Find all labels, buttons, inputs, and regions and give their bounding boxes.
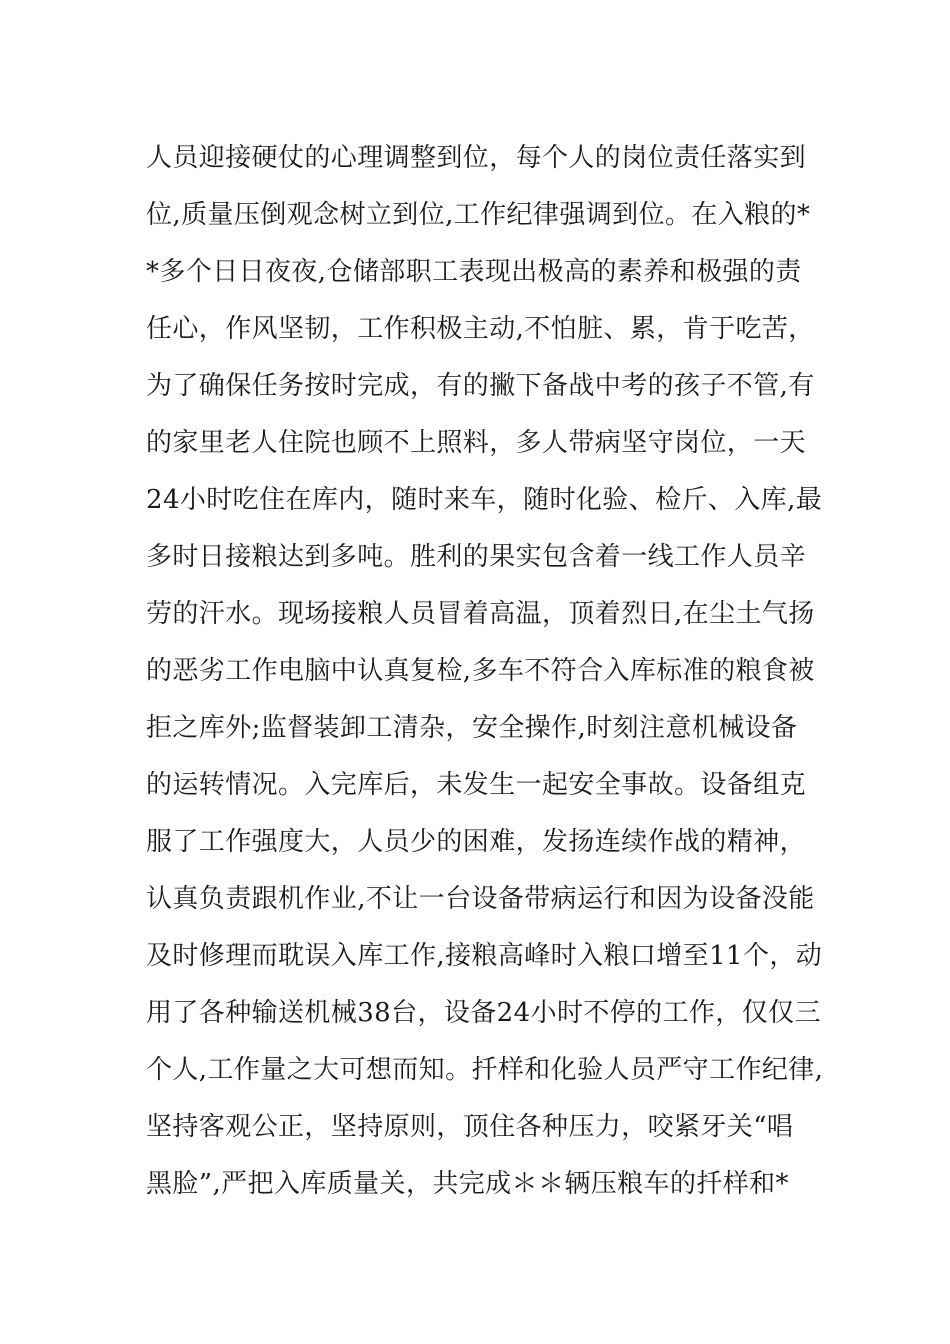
text-line: 及时修理而耽误入库工作,接粮高峰时入粮口增至11个，动 <box>146 941 823 971</box>
body-text <box>146 130 826 1213</box>
text-line: 坚持客观公正，坚持原则，顶住各种压力，咬紧牙关“唱 <box>146 1112 794 1142</box>
text-line: 黑脸”,严把入库质量关，共完成＊＊辆压粮车的扦样和* <box>146 1169 789 1199</box>
text-line: 个人,工作量之大可想而知。扦样和化验人员严守工作纪律, <box>146 1055 824 1085</box>
text-line: 服了工作强度大，人员少的困难，发扬连续作战的精神， <box>146 827 807 857</box>
text-line: *多个日日夜夜,仓储部职工表现出极高的素养和极强的责 <box>146 257 802 287</box>
text-line: 人员迎接硬仗的心理调整到位，每个人的岗位责任落实到 <box>146 143 807 173</box>
text-line: 拒之库外;监督装卸工清杂，安全操作,时刻注意机械设备 <box>146 713 798 743</box>
text-line: 为了确保任务按时完成，有的撇下备战中考的孩子不管,有 <box>146 371 815 401</box>
text-line: 多时日接粮达到多吨。胜利的果实包含着一线工作人员辛 <box>146 542 807 572</box>
text-line: 用了各种输送机械38台，设备24小时不停的工作，仅仅三 <box>146 998 821 1028</box>
text-line: 位,质量压倒观念树立到位,工作纪律强调到位。在入粮的* <box>146 200 811 230</box>
text-line: 的家里老人住院也顾不上照料，多人带病坚守岗位，一天 <box>146 428 807 458</box>
text-line: 劳的汗水。现场接粮人员冒着高温，顶着烈日,在尘土气扬 <box>146 599 815 629</box>
text-line: 24小时吃住在库内，随时来车，随时化验、检斤、入库,最 <box>146 485 823 515</box>
text-line: 认真负责跟机作业,不让一台设备带病运行和因为设备没能 <box>146 884 815 914</box>
text-line: 任心，作风坚韧，工作积极主动,不怕脏、累，肯于吃苦， <box>146 314 815 344</box>
text-line: 的恶劣工作电脑中认真复检,多车不符合入库标准的粮食被 <box>146 656 815 686</box>
text-line: 的运转情况。入完库后，未发生一起安全事故。设备组克 <box>146 770 807 800</box>
